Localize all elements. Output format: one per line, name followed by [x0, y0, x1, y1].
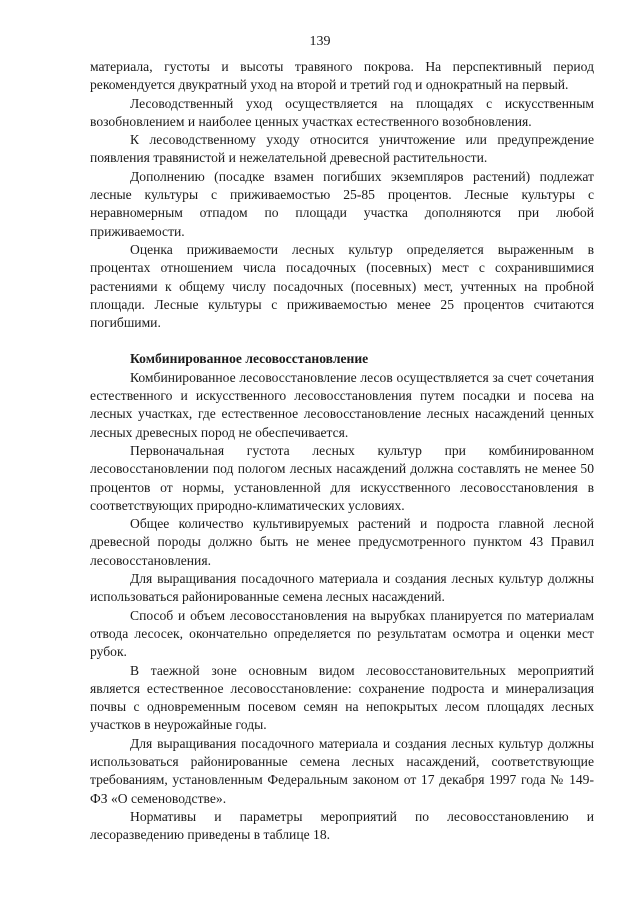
paragraph: Для выращивания посадочного материала и создания лесных культур должны использоваться районированные семена лесных насаждений. [90, 571, 594, 605]
paragraph: Для выращивания посадочного материала и создания лесных культур должны использоваться районированные семена лесных насаждений, соответствующие требованиям, установленным Федеральным законом от 17 декабря 1997 года № 149-ФЗ «О семеноводстве». [90, 735, 594, 806]
paragraph: Комбинированное лесовосстановление лесов осуществляется за счет сочетания естественного и искусственного лесовосстановления путем посадки и посева на лесных участках, где естественное лесовосстановление лесных насаждений ценных лесных древесных пород не обеспечивается. [90, 369, 594, 440]
paragraph: Способ и объем лесовосстановления на вырубках планируется по материалам отвода лесосек, окончательно определяется по результатам осмотра и оценки мест рубок. [90, 607, 594, 660]
paragraph: К лесоводственному уходу относится уничтожение или предупреждение появления травянистой и нежелательной древесной растительности. [90, 132, 594, 166]
paragraph: В таежной зоне основным видом лесовосстановительных мероприятий является естественное лесовосстановление: сохранение подроста и минерализация почвы с одновременным посевом семян на непокрытых лесом площадях лесных участков в неурожайные годы. [90, 662, 594, 733]
paragraph: материала, густоты и высоты травяного покрова. На перспективный период рекомендуется двукратный уход на второй и третий год и однократный на первый. [90, 59, 594, 93]
paragraph: Первоначальная густота лесных культур при комбинированном лесовосстановлении под пологом лесных насаждений должна составлять не менее 50 процентов от нормы, установленной для искусственного лесовосстановления в соответствующих природно-климатических условиях. [90, 442, 594, 513]
page-number: 139 [309, 34, 331, 49]
paragraph: Общее количество культивируемых растений и подроста главной лесной древесной породы должно быть не менее предусмотренного пунктом 43 Правил лесовосстановления. [90, 516, 594, 568]
paragraph: Оценка приживаемости лесных культур определяется выраженным в процентах отношением числа посадочных (посевных) мест с сохранившимися растениями к общему числу посадочных (посевных) мест, учтенных на пробной площади. Лесные культуры с приживаемостью менее 25 процентов считаются погибшими. [90, 241, 594, 331]
paragraph: Лесоводственный уход осуществляется на площадях с искусственным возобновлением и наиболее ценных участках естественного возобновления. [90, 95, 594, 129]
paragraph: Дополнению (посадке взамен погибших экземпляров растений) подлежат лесные культуры с приживаемостью 25-85 процентов. Лесные культуры с неравномерным отпадом по площади участка дополняются при любой приживаемости. [90, 168, 594, 239]
paragraph: Нормативы и параметры мероприятий по лесовосстановлению и лесоразведению приведены в таблице 18. [90, 808, 594, 843]
section-heading: Комбинированное лесовосстановление [130, 351, 369, 367]
document-body [90, 58, 594, 844]
